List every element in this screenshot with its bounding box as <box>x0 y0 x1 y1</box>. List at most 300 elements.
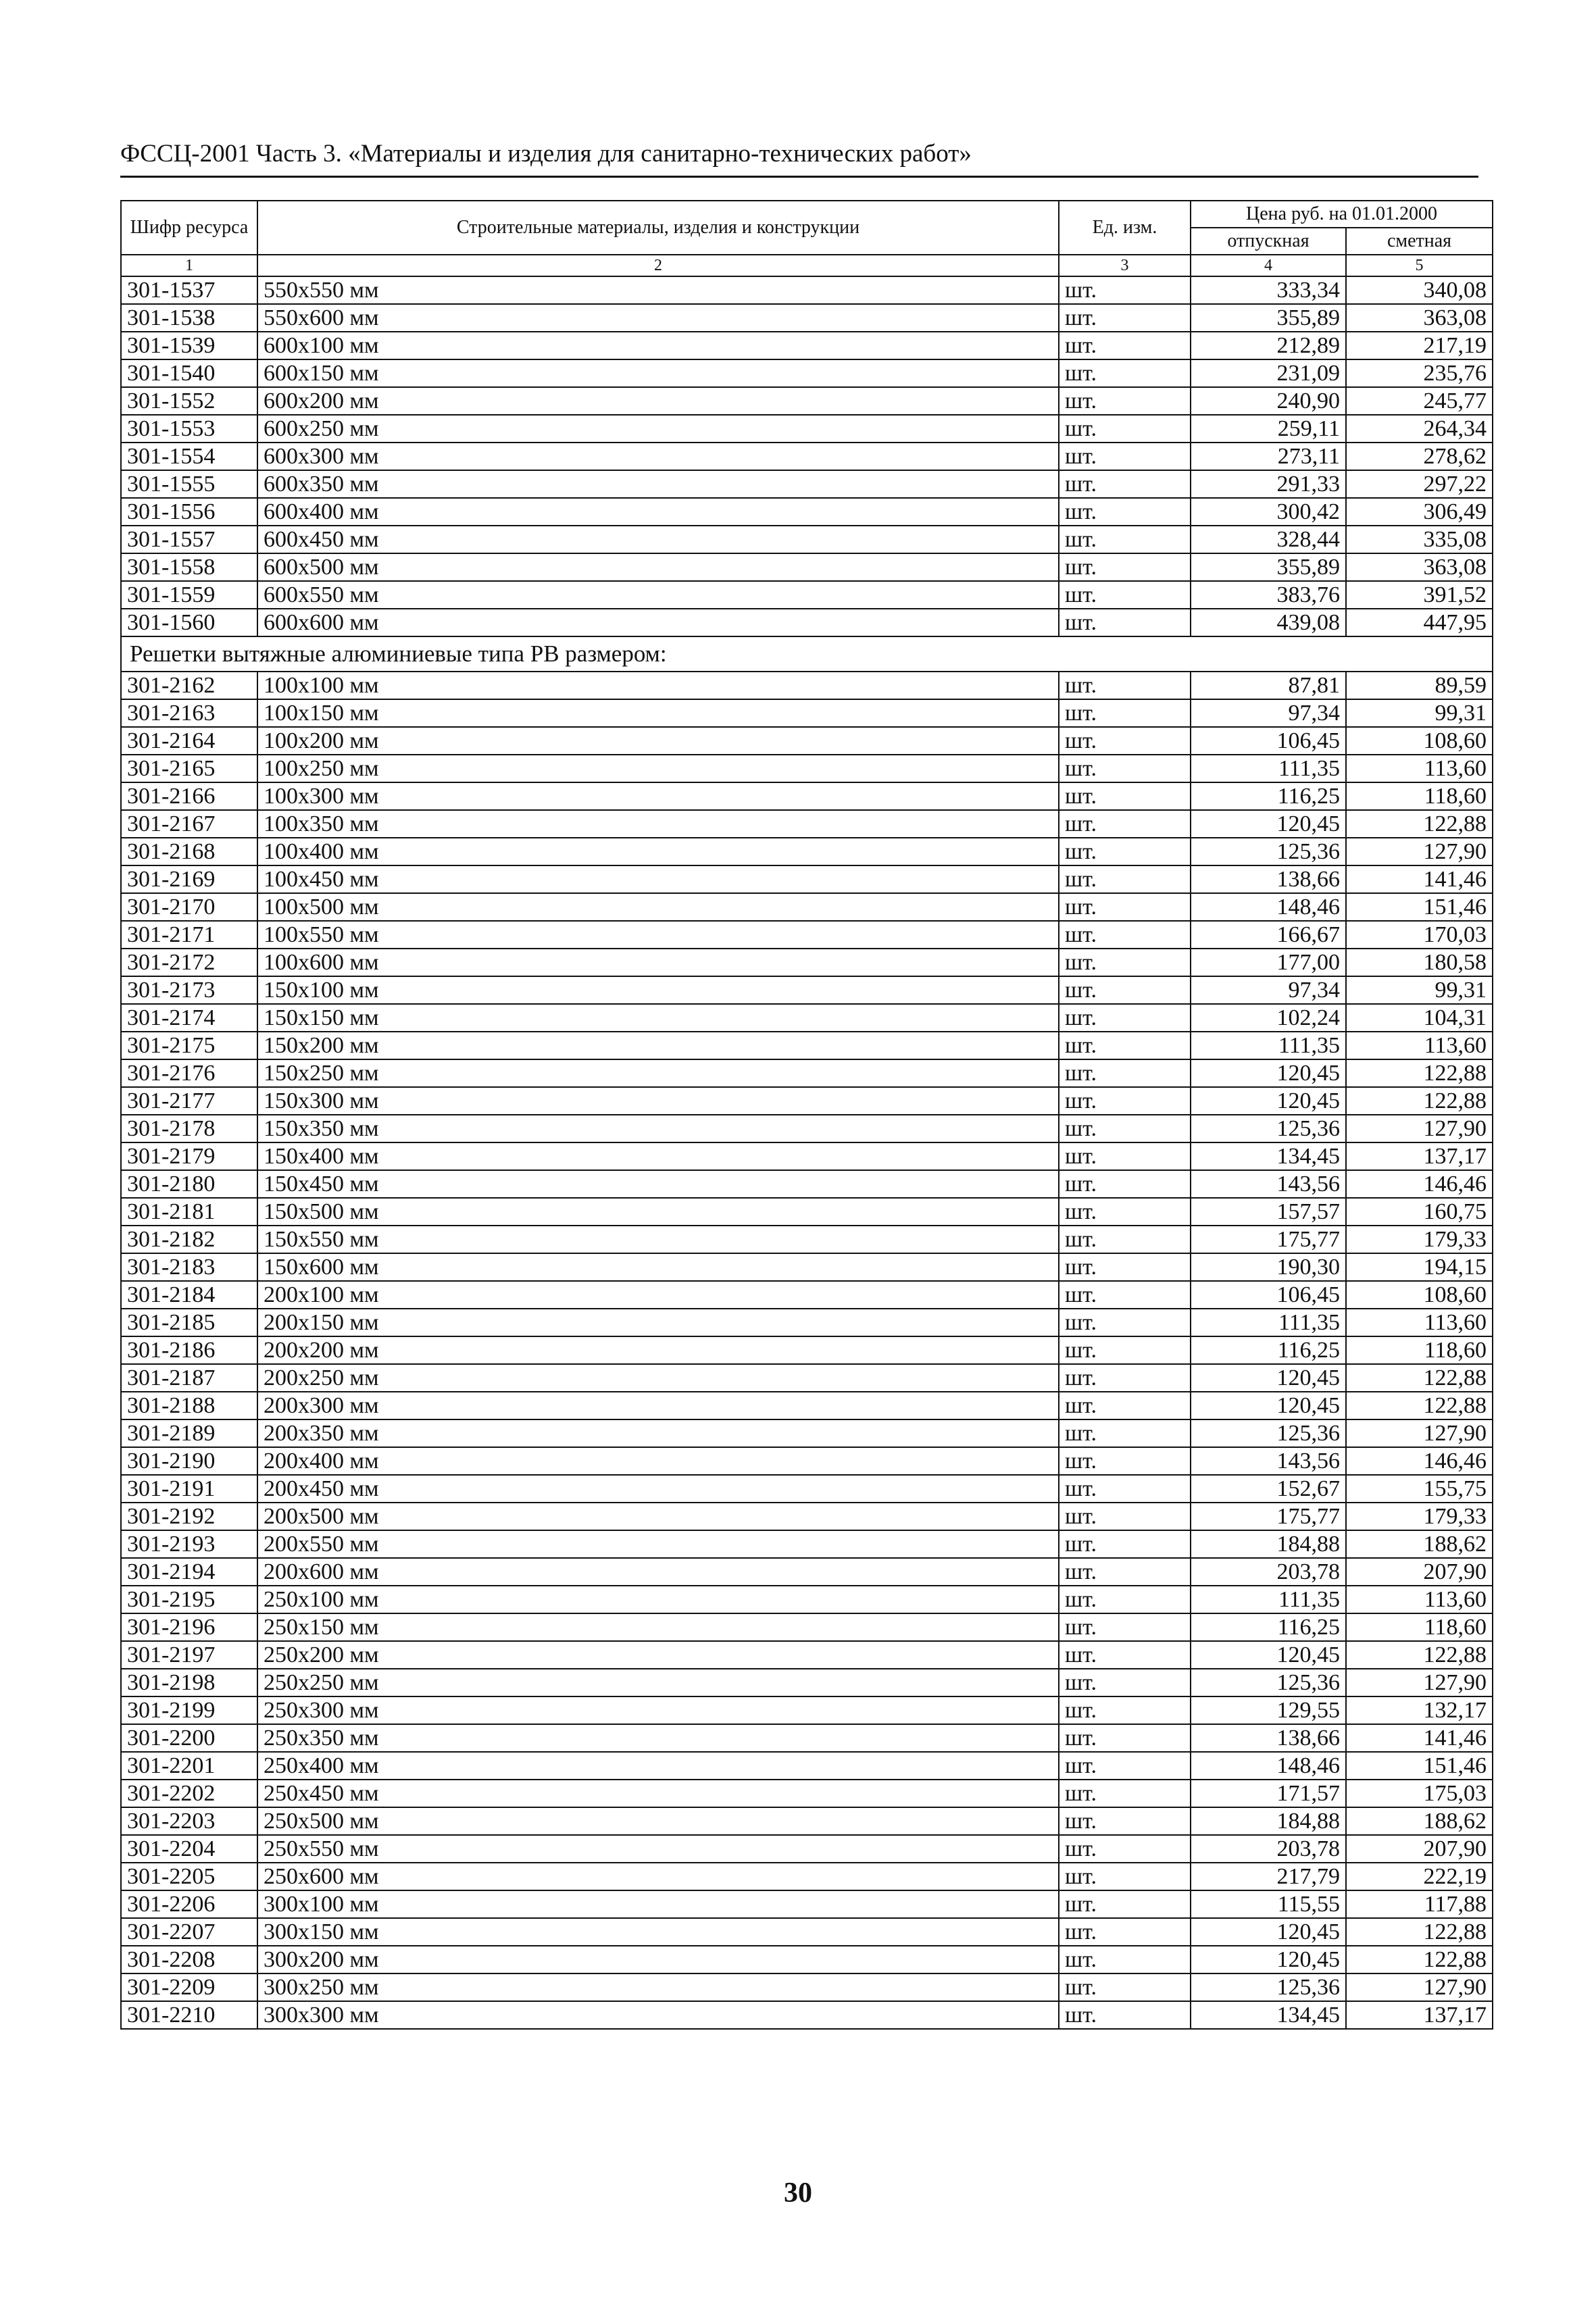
table-row <box>121 810 1493 838</box>
row-unit: шт. <box>1059 1419 1191 1447</box>
price-rows <box>121 276 1493 636</box>
row-unit: шт. <box>1059 1503 1191 1530</box>
row-name: 100x550 мм <box>257 921 1059 949</box>
row-unit: шт. <box>1059 1946 1191 1973</box>
row-name: 600x500 мм <box>257 553 1059 581</box>
row-name: 600x300 мм <box>257 443 1059 470</box>
row-estimate-price: 108,60 <box>1346 727 1493 755</box>
table-row <box>121 581 1493 609</box>
row-name: 250x500 мм <box>257 1807 1059 1835</box>
row-release-price: 190,30 <box>1191 1253 1346 1281</box>
table-row <box>121 672 1493 699</box>
row-name: 250x150 мм <box>257 1613 1059 1641</box>
row-release-price: 291,33 <box>1191 470 1346 498</box>
row-code: 301-2192 <box>121 1503 257 1530</box>
row-unit: шт. <box>1059 1364 1191 1392</box>
row-code: 301-2171 <box>121 921 257 949</box>
row-estimate-price: 99,31 <box>1346 976 1493 1004</box>
row-unit: шт. <box>1059 332 1191 359</box>
row-estimate-price: 278,62 <box>1346 443 1493 470</box>
table-row <box>121 1059 1493 1087</box>
table-row <box>121 1669 1493 1696</box>
row-release-price: 148,46 <box>1191 1752 1346 1780</box>
row-estimate-price: 117,88 <box>1346 1890 1493 1918</box>
table-row <box>121 782 1493 810</box>
row-estimate-price: 122,88 <box>1346 1059 1493 1087</box>
row-unit: шт. <box>1059 1863 1191 1890</box>
row-release-price: 355,89 <box>1191 304 1346 332</box>
row-estimate-price: 99,31 <box>1346 699 1493 727</box>
row-estimate-price: 245,77 <box>1346 387 1493 415</box>
row-name: 200x550 мм <box>257 1530 1059 1558</box>
row-name: 600x450 мм <box>257 526 1059 553</box>
row-estimate-price: 194,15 <box>1346 1253 1493 1281</box>
row-unit: шт. <box>1059 727 1191 755</box>
row-name: 150x200 мм <box>257 1032 1059 1059</box>
row-release-price: 157,57 <box>1191 1198 1346 1226</box>
table-row <box>121 1170 1493 1198</box>
row-name: 150x150 мм <box>257 1004 1059 1032</box>
table-row <box>121 1004 1493 1032</box>
row-code: 301-2191 <box>121 1475 257 1503</box>
table-row <box>121 443 1493 470</box>
row-release-price: 120,45 <box>1191 1364 1346 1392</box>
row-unit: шт. <box>1059 1032 1191 1059</box>
row-name: 100x300 мм <box>257 782 1059 810</box>
row-unit: шт. <box>1059 1558 1191 1586</box>
row-unit: шт. <box>1059 1973 1191 2001</box>
row-unit: шт. <box>1059 1752 1191 1780</box>
row-name: 100x150 мм <box>257 699 1059 727</box>
row-release-price: 240,90 <box>1191 387 1346 415</box>
row-estimate-price: 160,75 <box>1346 1198 1493 1226</box>
row-code: 301-2203 <box>121 1807 257 1835</box>
row-name: 250x550 мм <box>257 1835 1059 1863</box>
row-code: 301-2199 <box>121 1696 257 1724</box>
row-estimate-price: 151,46 <box>1346 1752 1493 1780</box>
row-code: 301-2187 <box>121 1364 257 1392</box>
row-release-price: 203,78 <box>1191 1835 1346 1863</box>
row-unit: шт. <box>1059 1724 1191 1752</box>
header-code: Шифр ресурса <box>121 201 257 255</box>
row-code: 301-2205 <box>121 1863 257 1890</box>
row-estimate-price: 222,19 <box>1346 1863 1493 1890</box>
table-row <box>121 1115 1493 1142</box>
table-row <box>121 2001 1493 2029</box>
row-name: 100x100 мм <box>257 672 1059 699</box>
row-code: 301-2201 <box>121 1752 257 1780</box>
row-release-price: 383,76 <box>1191 581 1346 609</box>
table-row <box>121 1253 1493 1281</box>
table-row <box>121 1475 1493 1503</box>
row-release-price: 138,66 <box>1191 1724 1346 1752</box>
row-name: 550x550 мм <box>257 276 1059 304</box>
row-release-price: 184,88 <box>1191 1530 1346 1558</box>
row-estimate-price: 122,88 <box>1346 1087 1493 1115</box>
header-estimate-price: сметная <box>1346 228 1493 255</box>
table-row <box>121 1780 1493 1807</box>
table-row <box>121 1586 1493 1613</box>
row-name: 150x350 мм <box>257 1115 1059 1142</box>
row-estimate-price: 207,90 <box>1346 1835 1493 1863</box>
row-code: 301-2186 <box>121 1336 257 1364</box>
row-name: 600x400 мм <box>257 498 1059 526</box>
row-unit: шт. <box>1059 810 1191 838</box>
table-row <box>121 838 1493 865</box>
row-name: 200x500 мм <box>257 1503 1059 1530</box>
row-release-price: 138,66 <box>1191 865 1346 893</box>
row-name: 200x150 мм <box>257 1309 1059 1336</box>
row-name: 600x350 мм <box>257 470 1059 498</box>
row-estimate-price: 391,52 <box>1346 581 1493 609</box>
row-estimate-price: 127,90 <box>1346 1669 1493 1696</box>
row-unit: шт. <box>1059 865 1191 893</box>
row-release-price: 177,00 <box>1191 949 1346 976</box>
row-estimate-price: 264,34 <box>1346 415 1493 443</box>
row-code: 301-2170 <box>121 893 257 921</box>
row-estimate-price: 179,33 <box>1346 1226 1493 1253</box>
row-code: 301-2177 <box>121 1087 257 1115</box>
row-name: 200x350 мм <box>257 1419 1059 1447</box>
row-name: 150x600 мм <box>257 1253 1059 1281</box>
table-row <box>121 1364 1493 1392</box>
row-estimate-price: 127,90 <box>1346 1115 1493 1142</box>
row-name: 250x100 мм <box>257 1586 1059 1613</box>
column-number: 3 <box>1059 255 1191 276</box>
row-code: 301-2200 <box>121 1724 257 1752</box>
row-code: 301-2179 <box>121 1142 257 1170</box>
table-row <box>121 755 1493 782</box>
row-release-price: 439,08 <box>1191 609 1346 636</box>
row-code: 301-1537 <box>121 276 257 304</box>
row-code: 301-2172 <box>121 949 257 976</box>
row-unit: шт. <box>1059 1226 1191 1253</box>
table-row <box>121 332 1493 359</box>
row-name: 600x250 мм <box>257 415 1059 443</box>
row-release-price: 143,56 <box>1191 1170 1346 1198</box>
table-row <box>121 727 1493 755</box>
row-release-price: 259,11 <box>1191 415 1346 443</box>
table-row <box>121 1835 1493 1863</box>
row-unit: шт. <box>1059 1807 1191 1835</box>
row-code: 301-2206 <box>121 1890 257 1918</box>
row-release-price: 120,45 <box>1191 1946 1346 1973</box>
table-row <box>121 1863 1493 1890</box>
row-estimate-price: 363,08 <box>1346 304 1493 332</box>
row-estimate-price: 113,60 <box>1346 1586 1493 1613</box>
row-unit: шт. <box>1059 1835 1191 1863</box>
table-row <box>121 609 1493 636</box>
table-row <box>121 1087 1493 1115</box>
row-release-price: 106,45 <box>1191 1281 1346 1309</box>
row-unit: шт. <box>1059 387 1191 415</box>
row-code: 301-2195 <box>121 1586 257 1613</box>
row-code: 301-2204 <box>121 1835 257 1863</box>
row-name: 150x100 мм <box>257 976 1059 1004</box>
row-code: 301-1557 <box>121 526 257 553</box>
row-name: 100x350 мм <box>257 810 1059 838</box>
column-number: 1 <box>121 255 257 276</box>
row-code: 301-1553 <box>121 415 257 443</box>
row-release-price: 217,79 <box>1191 1863 1346 1890</box>
row-unit: шт. <box>1059 304 1191 332</box>
row-name: 200x250 мм <box>257 1364 1059 1392</box>
row-unit: шт. <box>1059 1447 1191 1475</box>
row-code: 301-2210 <box>121 2001 257 2029</box>
row-name: 250x350 мм <box>257 1724 1059 1752</box>
table-row <box>121 1309 1493 1336</box>
row-code: 301-2168 <box>121 838 257 865</box>
row-unit: шт. <box>1059 1004 1191 1032</box>
row-name: 250x300 мм <box>257 1696 1059 1724</box>
table-row <box>121 1032 1493 1059</box>
row-code: 301-2166 <box>121 782 257 810</box>
section-heading-body <box>121 636 1493 672</box>
row-unit: шт. <box>1059 1890 1191 1918</box>
row-code: 301-1540 <box>121 359 257 387</box>
row-estimate-price: 113,60 <box>1346 1309 1493 1336</box>
row-unit: шт. <box>1059 1253 1191 1281</box>
row-code: 301-2183 <box>121 1253 257 1281</box>
row-name: 250x250 мм <box>257 1669 1059 1696</box>
table-row <box>121 1918 1493 1946</box>
row-unit: шт. <box>1059 609 1191 636</box>
row-name: 250x200 мм <box>257 1641 1059 1669</box>
table-row <box>121 1752 1493 1780</box>
row-release-price: 111,35 <box>1191 755 1346 782</box>
row-estimate-price: 122,88 <box>1346 1946 1493 1973</box>
row-unit: шт. <box>1059 470 1191 498</box>
table-row <box>121 949 1493 976</box>
header-name: Строительные материалы, изделия и конструкции <box>257 201 1059 255</box>
table-row <box>121 1613 1493 1641</box>
row-estimate-price: 175,03 <box>1346 1780 1493 1807</box>
table-row <box>121 1696 1493 1724</box>
row-code: 301-2164 <box>121 727 257 755</box>
table-row <box>121 1392 1493 1419</box>
row-release-price: 273,11 <box>1191 443 1346 470</box>
row-release-price: 125,36 <box>1191 1669 1346 1696</box>
row-name: 300x100 мм <box>257 1890 1059 1918</box>
row-release-price: 120,45 <box>1191 810 1346 838</box>
row-code: 301-2198 <box>121 1669 257 1696</box>
row-unit: шт. <box>1059 782 1191 810</box>
row-estimate-price: 127,90 <box>1346 838 1493 865</box>
row-code: 301-1539 <box>121 332 257 359</box>
row-name: 250x600 мм <box>257 1863 1059 1890</box>
row-release-price: 129,55 <box>1191 1696 1346 1724</box>
row-release-price: 171,57 <box>1191 1780 1346 1807</box>
table-row <box>121 1281 1493 1309</box>
row-estimate-price: 297,22 <box>1346 470 1493 498</box>
row-unit: шт. <box>1059 1059 1191 1087</box>
page-number: 30 <box>784 2178 812 2209</box>
row-estimate-price: 146,46 <box>1346 1447 1493 1475</box>
row-code: 301-2180 <box>121 1170 257 1198</box>
row-unit: шт. <box>1059 1918 1191 1946</box>
table-row <box>121 1641 1493 1669</box>
row-release-price: 212,89 <box>1191 332 1346 359</box>
row-release-price: 116,25 <box>1191 782 1346 810</box>
row-unit: шт. <box>1059 1696 1191 1724</box>
row-release-price: 111,35 <box>1191 1309 1346 1336</box>
row-code: 301-1560 <box>121 609 257 636</box>
row-release-price: 87,81 <box>1191 672 1346 699</box>
row-estimate-price: 89,59 <box>1346 672 1493 699</box>
row-estimate-price: 447,95 <box>1346 609 1493 636</box>
row-estimate-price: 113,60 <box>1346 755 1493 782</box>
row-name: 600x150 мм <box>257 359 1059 387</box>
row-estimate-price: 118,60 <box>1346 1336 1493 1364</box>
row-code: 301-1559 <box>121 581 257 609</box>
row-name: 250x400 мм <box>257 1752 1059 1780</box>
header-price: Цена руб. на 01.01.2000 <box>1191 201 1493 228</box>
table-row <box>121 976 1493 1004</box>
column-number: 5 <box>1346 255 1493 276</box>
row-estimate-price: 207,90 <box>1346 1558 1493 1586</box>
row-name: 100x500 мм <box>257 893 1059 921</box>
row-code: 301-2175 <box>121 1032 257 1059</box>
row-estimate-price: 118,60 <box>1346 1613 1493 1641</box>
row-estimate-price: 180,58 <box>1346 949 1493 976</box>
row-release-price: 125,36 <box>1191 1419 1346 1447</box>
table-row <box>121 1530 1493 1558</box>
row-unit: шт. <box>1059 1586 1191 1613</box>
row-release-price: 175,77 <box>1191 1503 1346 1530</box>
table-row <box>121 1336 1493 1364</box>
row-estimate-price: 127,90 <box>1346 1419 1493 1447</box>
row-name: 300x300 мм <box>257 2001 1059 2029</box>
row-release-price: 125,36 <box>1191 1973 1346 2001</box>
row-estimate-price: 122,88 <box>1346 1392 1493 1419</box>
row-unit: шт. <box>1059 949 1191 976</box>
table-row <box>121 359 1493 387</box>
row-unit: шт. <box>1059 276 1191 304</box>
row-estimate-price: 146,46 <box>1346 1170 1493 1198</box>
row-name: 600x600 мм <box>257 609 1059 636</box>
row-unit: шт. <box>1059 2001 1191 2029</box>
table-row <box>121 1558 1493 1586</box>
row-unit: шт. <box>1059 359 1191 387</box>
table-row <box>121 526 1493 553</box>
table-row <box>121 276 1493 304</box>
table-row <box>121 1724 1493 1752</box>
row-release-price: 125,36 <box>1191 1115 1346 1142</box>
row-release-price: 115,55 <box>1191 1890 1346 1918</box>
table-row <box>121 1503 1493 1530</box>
row-code: 301-2207 <box>121 1918 257 1946</box>
row-release-price: 134,45 <box>1191 2001 1346 2029</box>
row-code: 301-2182 <box>121 1226 257 1253</box>
table-row <box>121 1973 1493 2001</box>
price-table <box>120 200 1493 2030</box>
row-code: 301-2167 <box>121 810 257 838</box>
row-estimate-price: 122,88 <box>1346 810 1493 838</box>
row-estimate-price: 155,75 <box>1346 1475 1493 1503</box>
row-name: 100x250 мм <box>257 755 1059 782</box>
row-code: 301-1556 <box>121 498 257 526</box>
row-unit: шт. <box>1059 1170 1191 1198</box>
row-estimate-price: 122,88 <box>1346 1364 1493 1392</box>
row-estimate-price: 113,60 <box>1346 1032 1493 1059</box>
row-name: 150x500 мм <box>257 1198 1059 1226</box>
row-name: 200x100 мм <box>257 1281 1059 1309</box>
row-name: 100x450 мм <box>257 865 1059 893</box>
row-release-price: 355,89 <box>1191 553 1346 581</box>
row-unit: шт. <box>1059 581 1191 609</box>
row-code: 301-2181 <box>121 1198 257 1226</box>
row-code: 301-1554 <box>121 443 257 470</box>
row-unit: шт. <box>1059 553 1191 581</box>
row-release-price: 106,45 <box>1191 727 1346 755</box>
row-code: 301-1555 <box>121 470 257 498</box>
row-estimate-price: 104,31 <box>1346 1004 1493 1032</box>
row-code: 301-2190 <box>121 1447 257 1475</box>
row-unit: шт. <box>1059 1115 1191 1142</box>
row-estimate-price: 137,17 <box>1346 2001 1493 2029</box>
column-number: 4 <box>1191 255 1346 276</box>
table-row <box>121 1142 1493 1170</box>
row-release-price: 125,36 <box>1191 838 1346 865</box>
row-estimate-price: 188,62 <box>1346 1530 1493 1558</box>
row-code: 301-2169 <box>121 865 257 893</box>
row-release-price: 116,25 <box>1191 1336 1346 1364</box>
row-estimate-price: 118,60 <box>1346 782 1493 810</box>
row-unit: шт. <box>1059 1198 1191 1226</box>
row-estimate-price: 122,88 <box>1346 1918 1493 1946</box>
row-release-price: 116,25 <box>1191 1613 1346 1641</box>
row-estimate-price: 188,62 <box>1346 1807 1493 1835</box>
row-code: 301-2197 <box>121 1641 257 1669</box>
table-row <box>121 893 1493 921</box>
table-row <box>121 699 1493 727</box>
row-name: 550x600 мм <box>257 304 1059 332</box>
row-estimate-price: 108,60 <box>1346 1281 1493 1309</box>
row-unit: шт. <box>1059 1281 1191 1309</box>
row-code: 301-1552 <box>121 387 257 415</box>
row-release-price: 328,44 <box>1191 526 1346 553</box>
table-row <box>121 1447 1493 1475</box>
row-unit: шт. <box>1059 1641 1191 1669</box>
row-estimate-price: 151,46 <box>1346 893 1493 921</box>
row-release-price: 120,45 <box>1191 1641 1346 1669</box>
row-name: 150x450 мм <box>257 1170 1059 1198</box>
column-number: 2 <box>257 255 1059 276</box>
row-release-price: 203,78 <box>1191 1558 1346 1586</box>
row-estimate-price: 132,17 <box>1346 1696 1493 1724</box>
row-name: 200x300 мм <box>257 1392 1059 1419</box>
row-code: 301-2202 <box>121 1780 257 1807</box>
row-unit: шт. <box>1059 976 1191 1004</box>
document-header: ФССЦ-2001 Часть 3. «Материалы и изделия для санитарно-технических работ» <box>120 139 1478 178</box>
row-code: 301-1558 <box>121 553 257 581</box>
row-name: 300x150 мм <box>257 1918 1059 1946</box>
row-code: 301-2163 <box>121 699 257 727</box>
price-table-header <box>121 201 1493 276</box>
row-unit: шт. <box>1059 415 1191 443</box>
row-estimate-price: 127,90 <box>1346 1973 1493 2001</box>
table-row <box>121 553 1493 581</box>
header-unit: Ед. изм. <box>1059 201 1191 255</box>
row-name: 150x550 мм <box>257 1226 1059 1253</box>
table-row <box>121 1226 1493 1253</box>
row-code: 301-2165 <box>121 755 257 782</box>
row-unit: шт. <box>1059 1087 1191 1115</box>
table-row <box>121 1198 1493 1226</box>
row-estimate-price: 235,76 <box>1346 359 1493 387</box>
table-row <box>121 921 1493 949</box>
row-code: 301-2188 <box>121 1392 257 1419</box>
